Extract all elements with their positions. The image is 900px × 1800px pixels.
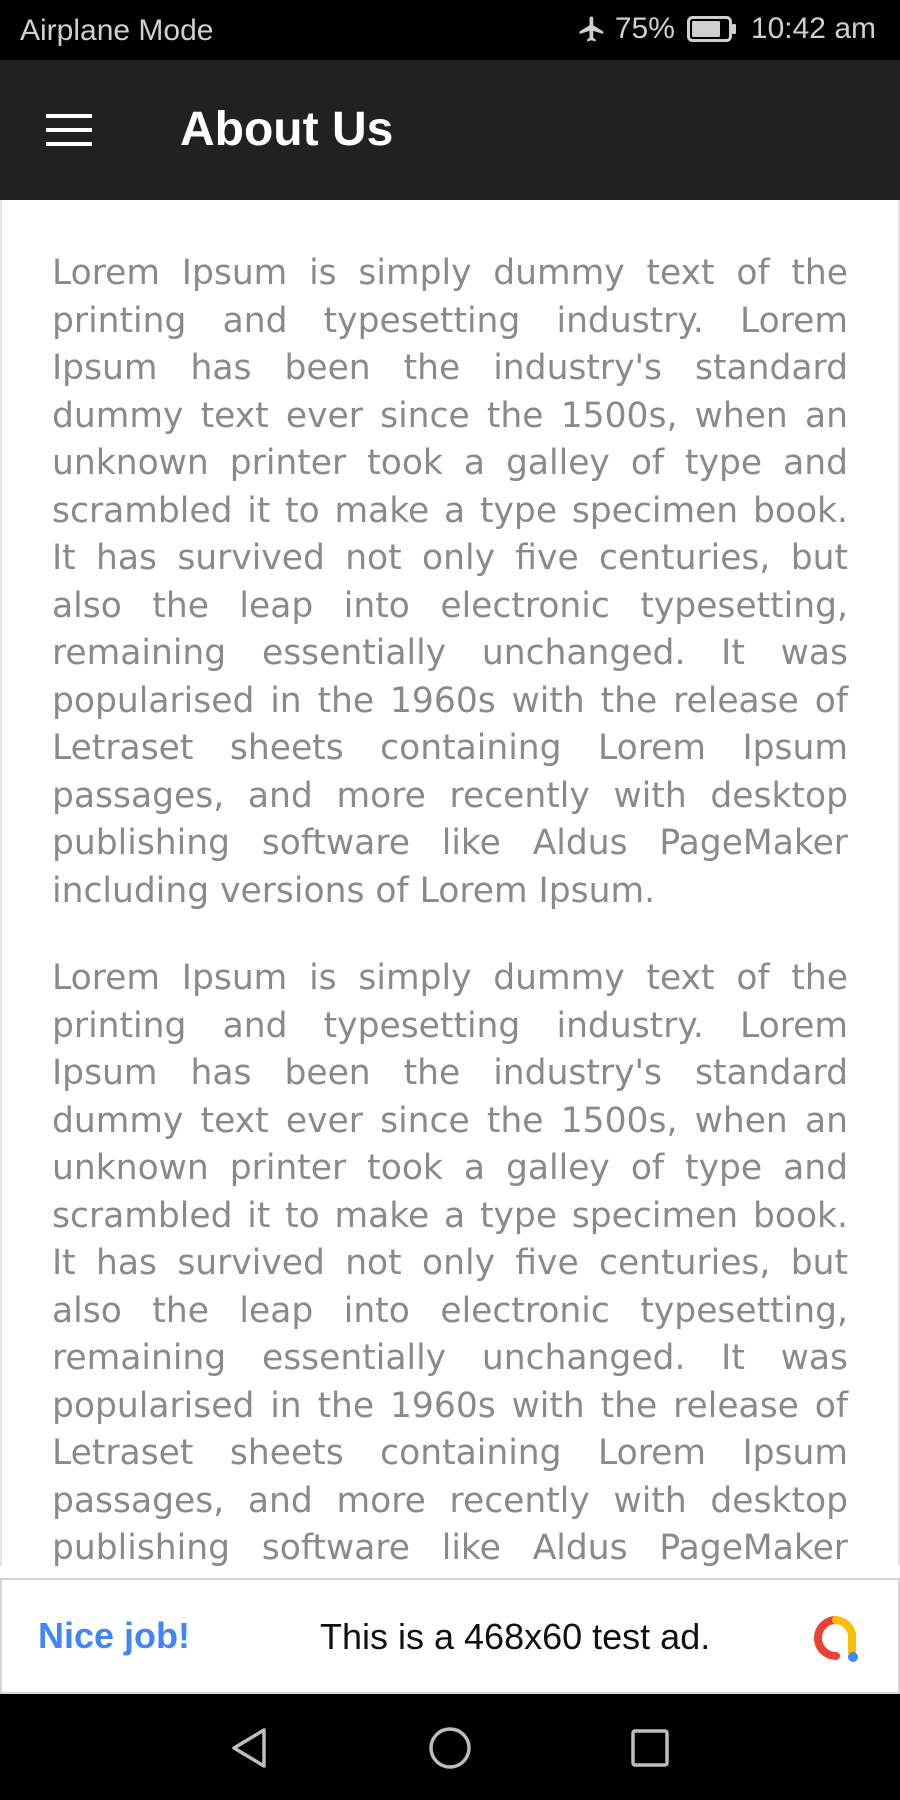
battery-icon [687,16,737,42]
recents-icon[interactable] [626,1724,674,1772]
about-content[interactable] [0,200,900,1566]
page-title: About Us [180,103,394,156]
back-icon[interactable] [226,1724,274,1772]
ad-headline: Nice job! [38,1615,191,1656]
navigation-bar [0,1694,900,1800]
menu-icon[interactable] [40,106,102,154]
ad-logo-icon [806,1608,866,1668]
clock: 10:42 am [750,12,876,45]
battery-percentage: 75% [614,12,675,45]
app-bar [0,60,900,200]
ad-banner[interactable] [0,1578,900,1694]
about-paragraph-2: Lorem Ipsum is simply dummy text of the printing and typesetting industry. Lorem Ipsum has been the industry's standard dummy text ever since the 1500s, when an unknown printer took a galley of type and scrambled it to make a type specimen book. It has survived not only five centuries, but also the leap into electronic typesetting, remaining essentially unchanged. It was popularised in the 1960s with the release of Letraset sheets containing Lorem Ipsum passages, and more recently with desktop publishing software like Aldus PageMaker [52,958,848,1568]
ad-text: This is a 468x60 test ad. [320,1616,711,1657]
airplane-mode-label: Airplane Mode [20,14,214,47]
about-paragraph-1: Lorem Ipsum is simply dummy text of the printing and typesetting industry. Lorem Ipsum has been the industry's standard dummy text ever since the 1500s, when an unknown printer took a galley of type and scrambled it to make a type specimen book. It has survived not only five centuries, but also the leap into electronic typesetting, remaining essentially unchanged. It was popularised in the 1960s with the release of Letraset sheets containing Lorem Ipsum passages, and more recently with desktop publishing software like Aldus PageMaker including versions of Lorem Ipsum. [52,253,848,911]
status-bar [0,0,900,60]
status-indicators [577,12,876,46]
airplane-icon [577,14,607,44]
home-icon[interactable] [426,1724,474,1772]
